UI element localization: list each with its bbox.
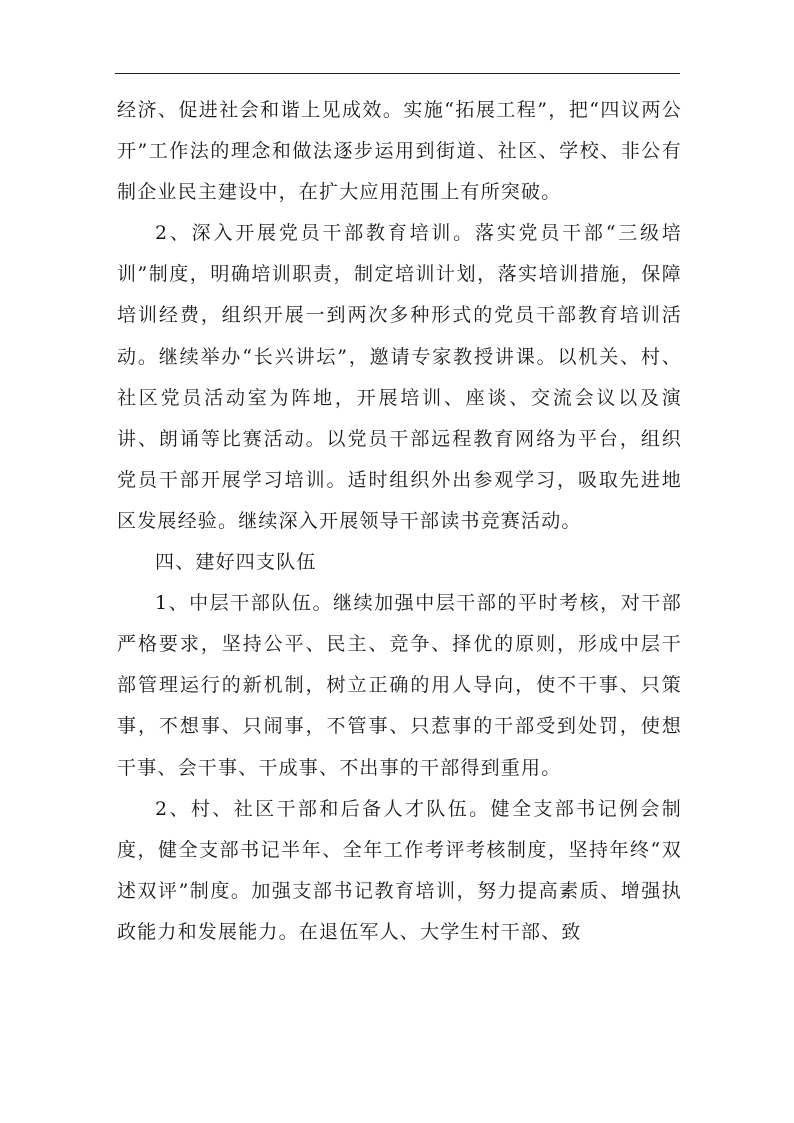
paragraph-continued: 经济、促进社会和谐上见成效。实施“拓展工程”，把“四议两公开”工作法的理念和做法逐步运用到街道、社区、学校、非公有制企业民主建设中，在扩大应用范围上有所突破。 bbox=[117, 99, 682, 204]
section-heading-four-teams: 四、建好四支队伍 bbox=[155, 551, 317, 574]
paragraph-middle-cadres: 1、中层干部队伍。继续加强中层干部的平时考核，对干部严格要求，坚持公平、民主、竞争、择优的原则，形成中层干部管理运行的新机制，树立正确的用人导向，使不干事、只策事，不想事、只闹事，不管事、只惹事的干部受到处罚，使想干事、会干事、干成事、不出事的干部得到重用。 bbox=[117, 592, 682, 779]
document-body bbox=[117, 90, 682, 953]
paragraph-cadre-training: 2、深入开展党员干部教育培训。落实党员干部“三级培训”制度，明确培训职责，制定培训计划，落实培训措施，保障培训经费，组织开展一到两次多种形式的党员干部教育培训活动。继续举办“长兴讲坛”，邀请专家教授讲课。以机关、村、社区党员活动室为阵地，开展培训、座谈、交流会议以及演讲、朗诵等比赛活动。以党员干部远程教育网络为平台，组织党员干部开展学习培训。适时组织外出参观学习，吸取先进地区发展经验。继续深入开展领导干部读书竞赛活动。 bbox=[117, 222, 682, 532]
header-rule bbox=[115, 73, 680, 74]
paragraph-village-cadres: 2、村、社区干部和后备人才队伍。健全支部书记例会制度，健全支部书记半年、全年工作考评考核制度，坚持年终“双述双评”制度。加强支部书记教育培训，努力提高素质、增强执政能力和发展能力。在退伍军人、大学生村干部、致 bbox=[117, 797, 682, 943]
